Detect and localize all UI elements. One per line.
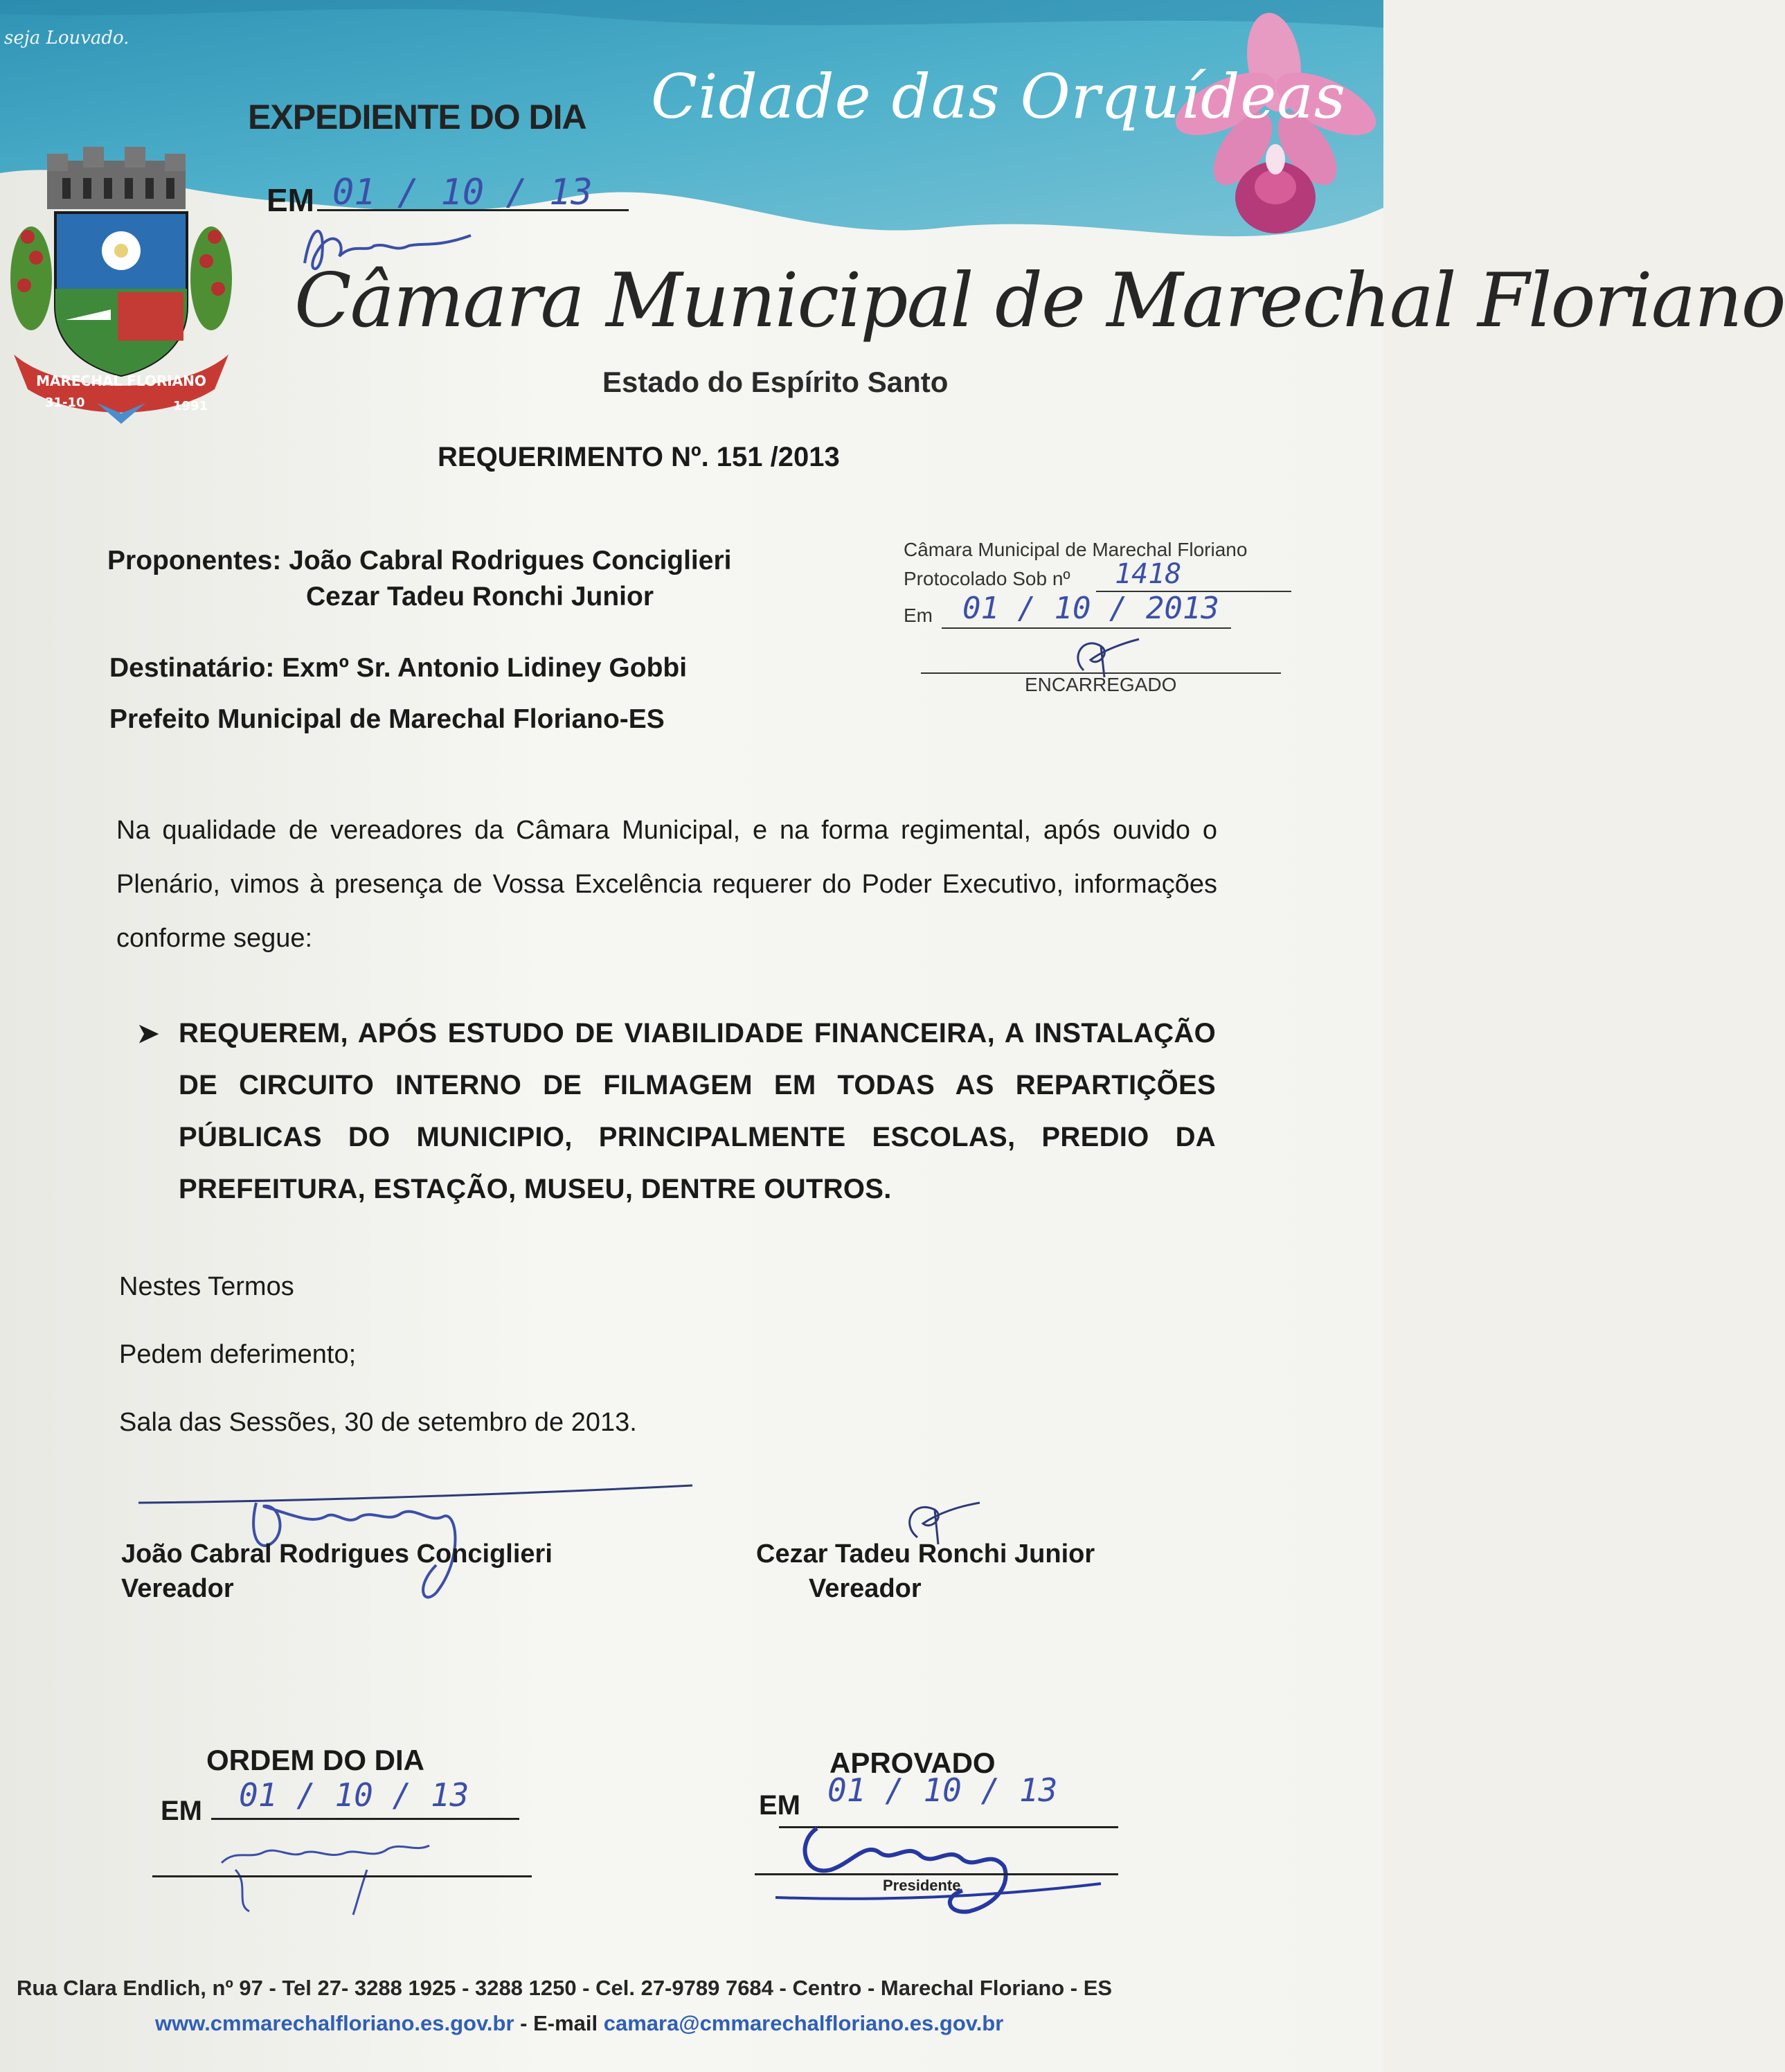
chamber-name: Câmara Municipal de Marechal Floriano — [294, 258, 1785, 344]
crest-day: 31-10 — [45, 395, 85, 410]
requerimento-title: REQUERIMENTO Nº. 151 /2013 — [438, 442, 840, 472]
ordem-signature-line — [152, 1875, 532, 1877]
motto-text: seja Louvado. — [4, 28, 129, 48]
stamp-date: 01 / 10 / 2013 — [962, 591, 1219, 626]
ordem-date-underline — [211, 1818, 519, 1820]
presidente-label: Presidente — [883, 1877, 961, 1894]
stamp-line1: Câmara Municipal de Marechal Floriano — [904, 539, 1248, 560]
municipal-crest-icon — [7, 147, 235, 427]
signature-1-role: Vereador — [121, 1574, 234, 1603]
stamp-em-label: Em — [904, 605, 933, 626]
body-paragraph: Na qualidade de vereadores da Câmara Municipal, e na forma regimental, após ouvido o Plenário, vimos à presença de Vossa Excelência requerer do Poder Executivo, informações conforme segue: — [116, 816, 1217, 953]
proponente-2: Cezar Tadeu Ronchi Junior — [306, 582, 654, 611]
crest-ribbon-text: MARECHAL FLORIANO — [36, 373, 206, 389]
aprovado-date: 01 / 10 / 13 — [827, 1771, 1058, 1809]
closing-sala: Sala das Sessões, 30 de setembro de 2013. — [119, 1408, 637, 1437]
proponentes-line: Proponentes: João Cabral Rodrigues Conciglieri — [107, 546, 732, 575]
aprovado-signature — [775, 1801, 1122, 1918]
ordem-date: 01 / 10 / 13 — [239, 1776, 469, 1814]
aprovado-title: APROVADO — [829, 1747, 996, 1779]
footer-email-label: - E-mail — [514, 2011, 604, 2035]
closing-nestes-termos: Nestes Termos — [119, 1272, 294, 1301]
signature-2-name: Cezar Tadeu Ronchi Junior — [756, 1539, 1095, 1569]
signature-2-role: Vereador — [809, 1574, 922, 1603]
ordem-signature — [208, 1821, 485, 1918]
protocol-stamp — [904, 539, 1319, 698]
stamp-encarregado: ENCARREGADO — [1025, 674, 1177, 695]
ordem-em-label: EM — [161, 1796, 202, 1826]
footer-email-link[interactable]: camara@cmmarechalfloriano.es.gov.br — [603, 2011, 1004, 2035]
state-name: Estado do Espírito Santo — [602, 366, 949, 398]
expediente-date: 01 / 10 / 13 — [332, 172, 593, 213]
crest-year: 1991 — [173, 399, 208, 413]
expediente-date-underline — [317, 209, 629, 211]
city-slogan: Cidade das Orquídeas — [651, 61, 1346, 132]
prefeito-line: Prefeito Municipal de Marechal Floriano-ES — [109, 704, 665, 734]
closing-pedem: Pedem deferimento; — [119, 1340, 357, 1369]
expediente-title: EXPEDIENTE DO DIA — [248, 98, 586, 136]
stamp-protocol-label: Protocolado Sob nº — [904, 568, 1070, 589]
footer-website-link[interactable]: www.cmmarechalfloriano.es.gov.br — [155, 2011, 514, 2035]
signature-1-name: João Cabral Rodrigues Conciglieri — [121, 1539, 553, 1569]
aprovado-em-label: EM — [759, 1790, 800, 1821]
bullet-arrow-icon: ➤ — [137, 1019, 159, 1048]
destinatario-line: Destinatário: Exmº Sr. Antonio Lidiney Gobbi — [109, 653, 688, 683]
request-bullet: REQUEREM, APÓS ESTUDO DE VIABILIDADE FINANCEIRA, A INSTALAÇÃO DE CIRCUITO INTERNO DE FILMAGEM EM TODAS AS REPARTIÇÕES PÚBLICAS DO MUNICIPIO, PRINCIPALMENTE ESCOLAS, PREDIO DA PREFEITURA, ESTAÇÃO, MUSEU, DENTRE OUTROS. — [179, 1018, 1216, 1204]
ordem-title: ORDEM DO DIA — [206, 1744, 424, 1776]
expediente-em-label: EM — [267, 182, 314, 218]
aprovado-signature-line — [755, 1873, 1118, 1875]
footer-address: Rua Clara Endlich, nº 97 - Tel 27- 3288 1925 - 3288 1250 - Cel. 27-9789 7684 - Centro - Marechal Floriano - ES — [17, 1976, 1113, 2000]
stamp-protocol-number: 1418 — [1115, 558, 1182, 590]
footer-contact — [155, 2011, 1003, 2036]
stamp-signature — [1063, 629, 1146, 684]
